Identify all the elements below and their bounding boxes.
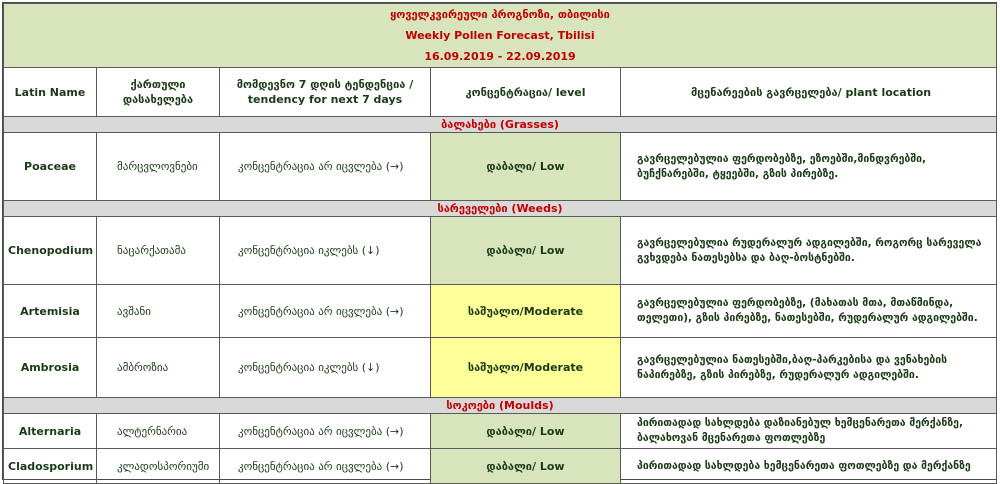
col-plant-location: მცენარეების გავრცელება/ plant location: [621, 68, 997, 117]
tendency-cell: კონცენტრაცია არ იცვლება (→): [220, 133, 431, 201]
level-cell: დაბალი/ Low: [431, 217, 621, 285]
latin-name-cell: Artemisia: [4, 285, 97, 338]
plant-location-cell: პირითადად სახლდება დაზიანებულ ხემცენარეთა მერქანზე, ბალახოვან მცენარეთა ფოთლებზე: [621, 414, 997, 449]
level-cell: დაბალი/ Low: [431, 414, 621, 449]
section-header: [4, 117, 997, 133]
tendency-cell: კონცენტრაცია იკლებს (↓): [220, 217, 431, 285]
column-header-row: [4, 68, 997, 117]
level-cell: საშუალო/Moderate: [431, 338, 621, 398]
plant-location-cell: პირითადად სახლდება ხემცენარეთა ფოთლებზე და მერქანზე: [621, 449, 997, 484]
col-latin-name: Latin Name: [4, 68, 97, 117]
pollen-forecast-table-frame: [2, 2, 997, 480]
level-cell: დაბალი/ Low: [431, 449, 621, 484]
date-range: 16.09.2019 - 22.09.2019: [424, 50, 576, 63]
section-header: [4, 201, 997, 217]
tendency-cell: კონცენტრაცია იკლებს (↓): [220, 338, 431, 398]
level-cell: საშუალო/Moderate: [431, 285, 621, 338]
georgian-name-cell: ამბროზია: [97, 338, 220, 398]
section-title: სოკოები (Moulds): [4, 398, 997, 414]
tendency-cell: კონცენტრაცია არ იცვლება (→): [220, 285, 431, 338]
table-row: [4, 133, 997, 201]
table-row: [4, 449, 997, 484]
title-row: [4, 4, 997, 68]
georgian-name-cell: ავშანი: [97, 285, 220, 338]
latin-name-cell: Alternaria: [4, 414, 97, 449]
table-row: [4, 414, 997, 449]
plant-location-cell: გავრცელებულია რუდერალურ ადგილებში, როგორც სარეველა გვხვდება ნათესებსა და ბაღ-ბოსტნებში.: [621, 217, 997, 285]
plant-location-cell: გავრცელებულია ნათესებში,ბაღ-პარკებისა და ვენახების ნაპირებზე, გზის პირებზე, რუდერალურ ადგილებში.: [621, 338, 997, 398]
table-row: [4, 285, 997, 338]
title-english: Weekly Pollen Forecast, Tbilisi: [405, 29, 595, 42]
georgian-name-cell: კლადოსპორიუმი: [97, 449, 220, 484]
plant-location-cell: გავრცელებულია ფერდობებზე, (მახათას მთა, მთაწმინდა, თელეთი), გზის პირებზე, ნათესებში, რუდერალურ ადგილებში.: [621, 285, 997, 338]
latin-name-cell: Chenopodium: [4, 217, 97, 285]
georgian-name-cell: ალტერნარია: [97, 414, 220, 449]
level-cell: დაბალი/ Low: [431, 133, 621, 201]
col-georgian-name: ქართული დასახელება: [97, 68, 220, 117]
latin-name-cell: Poaceae: [4, 133, 97, 201]
georgian-name-cell: ნაცარქათამა: [97, 217, 220, 285]
plant-location-cell: გავრცელებულია ფერდობებზე, ეზოებში,მინდვრებში, ბუჩქნარებში, ტყეებში, გზის პირებზე.: [621, 133, 997, 201]
tendency-cell: კონცენტრაცია არ იცვლება (→): [220, 449, 431, 484]
col-level: კონცენტრაცია/ level: [431, 68, 621, 117]
georgian-name-cell: მარცვლოვნები: [97, 133, 220, 201]
tendency-cell: კონცენტრაცია არ იცვლება (→): [220, 414, 431, 449]
pollen-forecast-table: [3, 3, 997, 484]
table-row: [4, 217, 997, 285]
col-tendency: მომდევნო 7 დღის ტენდენცია / tendency for next 7 days: [220, 68, 431, 117]
latin-name-cell: Ambrosia: [4, 338, 97, 398]
section-header: [4, 398, 997, 414]
section-title: ბალახები (Grasses): [4, 117, 997, 133]
section-title: სარეველები (Weeds): [4, 201, 997, 217]
title-georgian: ყოველკვირეული პროგნოზი, თბილისი: [390, 8, 610, 21]
table-row: [4, 338, 997, 398]
latin-name-cell: Cladosporium: [4, 449, 97, 484]
